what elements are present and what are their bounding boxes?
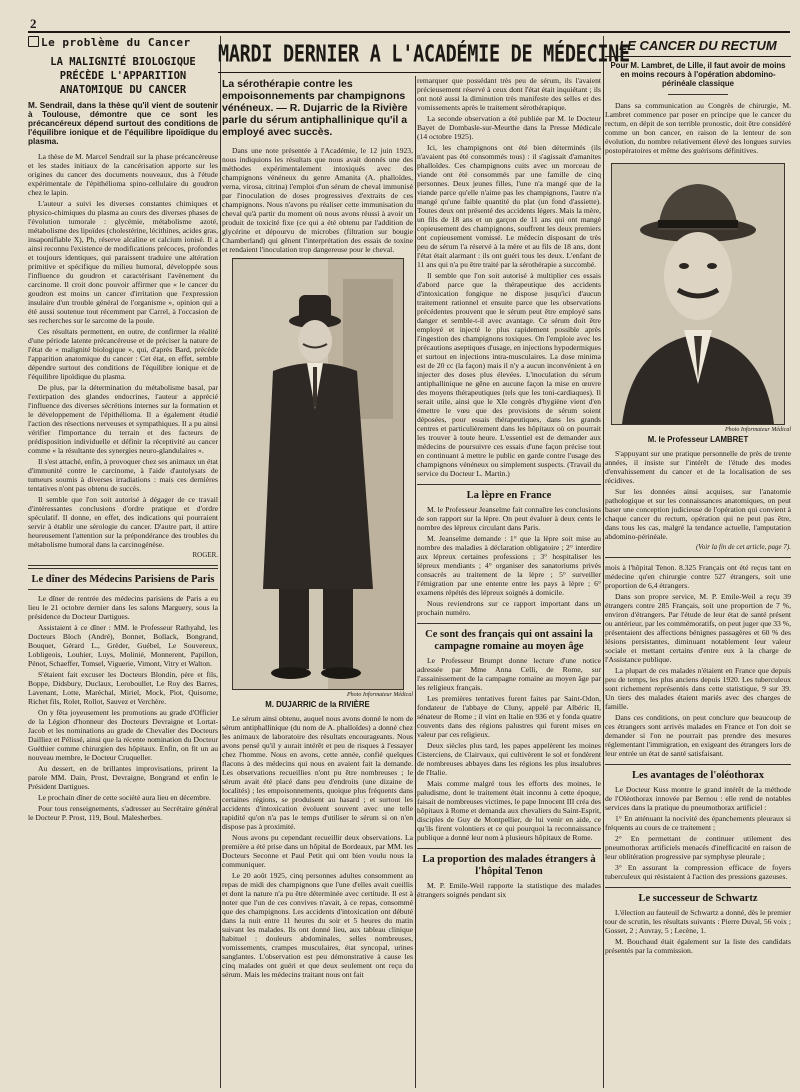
article-signature: ROGER. — [192, 551, 218, 559]
article-paragraph: Le dîner de rentrée des médecins parisiens de Paris a eu lieu le 21 octobre dernier dans les salons Marguery, sous la présidence du Docteur Dartigues. — [28, 594, 218, 621]
article-paragraph: S'étaient fait excuser les Docteurs Blondin, père et fils, Boppe, Didsbury, Duclaux, Leroboullet, Le Roy des Barres, Lavenant, Lotte, Maréchal, Miriel, Mock, Piot, Quisorne, Richet fils, Rolet, Rollot, Sauvez et Verchère. — [28, 670, 218, 706]
article-paragraph: Pour tous renseignements, s'adresser au Secrétaire général le Docteur P. Prost, 119, Boul. Malesherbes. — [28, 804, 218, 822]
section-divider — [605, 557, 791, 558]
article-paragraph: Il semble que l'on soit autorisé à dégager de ce travail d'intéressantes conclusions d'ordre pratique et d'ordre spéculatif. Il donne, en effet, des indications qui pourraient servir à établir une sérologie du cancer. D'autre part, il attire heureusement l'attention sur la prépondérance des troubles du métabolisme humoral dans la carcinogénèse. — [28, 495, 218, 549]
section-divider — [605, 764, 791, 765]
section-divider — [28, 589, 218, 590]
article-paragraph: L'auteur a suivi les diverses constantes chimiques et physico-chimiques du plasma au cours des diverses phases de l'évolution tumorale : glycémie, métabolisme azoté, métabolisme des lipoïdes (cholestérine, lécithines, acides gras, insaponifiable X), Ph, réserve alcaline et calcium ionisé. Il a ainsi reconnu l'existence de modifications précoces, profondes et toujours identiques, qui paraissent traduire une altération primitive et spécifique du milieu humoral, développée sous l'influence du goudron et caractérisant l'avènement du carcinome. Il croit donc pouvoir affirmer que « le cancer du goudron est moins un cancer d'irritation que l'expression insulaire d'un trouble général de l'organisme », opinion qui a été aussi soutenue tout récemment par Carrel, à l'occasion de ses recherches sur le sarcome de la poule. — [28, 199, 218, 325]
top-rule — [28, 31, 790, 33]
article-paragraph: Le Docteur Kuss montre le grand intérêt de la méthode de l'Oléothorax innovée par Bernou : elle rend de notables services dans la pratique du pneumothorax artificiel : — [605, 785, 791, 812]
section-divider — [417, 623, 601, 624]
article-lead: M. Sendrail, dans la thèse qu'il vient de soutenir à Toulouse, démontre que ce sont les précancéreux dépend surtout des conditions de l'équilibre ionique et de l'équilibre lipoïdique du plasma. — [28, 101, 218, 146]
column-rule-2 — [415, 76, 416, 1088]
dinner-headline: Le dîner des Médecins Parisiens de Paris — [31, 574, 215, 585]
article-paragraph: M. Bouchaud était également sur la liste des candidats présentés par la commission. — [605, 937, 791, 955]
photo-credit: Photo Informateur Médical — [347, 692, 413, 698]
article-paragraph: Nous reviendrons sur ce rapport important dans un prochain numéro. — [417, 599, 601, 617]
article-paragraph: S'appuyant sur une pratique personnelle de près de trente années, il insiste sur l'intérêt de l'étude des modes d'envahissement du cancer et de la localisation de ses récidives. — [605, 449, 791, 485]
rectum-deck: Pour M. Lambret, de Lille, il faut avoir de moins en moins recours à l'opération abdomino-périnéale classique — [610, 61, 786, 88]
article-paragraph: De plus, par la détermination du métabolisme basal, par l'extirpation des glandes endocrines, l'auteur a apprécié l'influence des diverses sécrétions internes sur la formation et le développement de l'épithélioma. Il a également étudié l'action des résections nerveuses et sympathiques. Il a pu ainsi vérifier l'importance du terrain et des facteurs de prédisposition individuelle et définir la réceptivité au cancer comme « la résultante des synergies neuro-glandulaires ». — [28, 383, 218, 455]
oleothorax-headline: Les avantages de l'oléothorax — [631, 770, 765, 781]
banner-headline: MARDI DERNIER A L'ACADÉMIE DE MÉDECINE — [218, 41, 630, 68]
article-paragraph: Nous avons pu cependant recueillir deux observations. La première a été prise dans un hôpital de Bordeaux, par MM. les Docteurs Seconne et Paul Petit qui ont bien voulu nous la communiquer. — [222, 833, 413, 869]
article-paragraph: Dans sa communication au Congrès de chirurgie, M. Lambret commence par poser en principe que le cancer du rectum, en dépit de son terrible pronostic, doit être considéré comme un bon cancer, en raison de la lenteur de son évolution, du nombre relativement élevé des longues survies postopératoires et même des guérisons définitives. — [605, 101, 791, 155]
column-rule-1 — [220, 36, 221, 1088]
article-paragraph: 2° En permettant de continuer utilement des pneumothorax artificiels menacés d'inefficacité en raison de leur oblitération progressive par symphyse pleurale ; — [605, 834, 791, 861]
article-paragraph: Dans son propre service, M. P. Emile-Weil a reçu 39 étrangers contre 285 Français, soit une proportion de 7 %, environ d'étrangers. Par l'étude de leur état de santé présent ou antérieur, par les commémoratifs, on peut juger que 33 %, présentaient des affections bénignes passagères et 60 % des lésions persistantes, diminuant notablement leur valeur sociale et mettant certains d'entre eux à la charge de l'Assistance publique. — [605, 592, 791, 664]
article-paragraph: Il s'est attaché, enfin, à provoquer chez ses animaux un état d'immunité contre le carcinome, à l'aide d'autolysats de tumeurs soumis à diverses irradiations : mais ces dernières tentatives n'ont pas obtenu de succès. — [28, 457, 218, 493]
article-paragraph: M. le Professeur Jeanselme fait connaître les conclusions de son rapport sur la lèpre. On peut évaluer à deux cents le nombre des lépreux circulant dans Paris. — [417, 505, 601, 532]
article-paragraph: Deux siècles plus tard, les papes appelèrent les moines Cisterciens, de Clairvaux, qui cultivèrent le sol et fondèrent de nombreuses abbayes dans les régions les plus insalubres de l'Italie. — [417, 741, 601, 777]
article-paragraph: Le Professeur Brumpt donne lecture d'une notice adressée par Mme Anna Celli, de Rome, sur l'assainissement de la campagne romaine au moyen âge par les religieux français. — [417, 656, 601, 692]
article-paragraph: Dans ces conditions, on peut conclure que beaucoup de ces étrangers sont arrivés malades en France et l'on doit se demander si l'on ne pourrait pas prendre des mesures réglementant l'immigration, en exigeant des étrangers lors de leur entrée un état de santé satisfaisant. — [605, 713, 791, 758]
article-paragraph: Sur les données ainsi acquises, sur l'anatomie pathologique et sur les connaissances anatomiques, on peut baser une conception judicieuse de l'opération qui convient à chaque cancer du rectum, opération qui ne peut pas être, dans tous les cas, malgré la tendance actuelle, l'amputation abdomino-périnéale. — [605, 487, 791, 541]
portrait-photo-dujarric — [232, 258, 404, 690]
article-paragraph: Les premières tentatives furent faites par Saint-Odon, fondateur de l'abbaye de Cluny, appelé par Albéric II, sénateur de Rome ; il vint en Italie en 936 et y fonda quatre couvents dans des régions palustres qui furent mises en valeur par ces religieux. — [417, 694, 601, 739]
article-paragraph: 3° En assurant la compression efficace de foyers tuberculeux qui résistaient à l'action des pressions gazeuses. — [605, 863, 791, 881]
article-paragraph: mois à l'hôpital Tenon. 8.325 Français ont été reçus tant en médecine qu'en chirurgie contre 527 étrangers, soit une proportion de 6,4 étrangers. — [605, 563, 791, 590]
continued-note: (Voir la fin de cet article, page 7). — [695, 543, 791, 551]
article-paragraph: remarquer que possédant très peu de sérum, ils l'avaient précieusement réservé à ceux dont l'état était inquiétant ; ils ont noté aussi la diminution très manifeste des selles et des vomissements après le traitement sérothérapique. — [417, 76, 601, 112]
article-paragraph: Mais comme malgré tous les efforts des moines, le paludisme, dont le traitement était inconnu à cette époque, faisait de nombreuses victimes, le pape Innocent III créa des hôpitaux à Rome et demanda aux chevaliers du Saint-Esprit, disciples de Guy de Montpellier, de lui venir en aide, ce qu'ils firent volontiers et ce qui pourquoi la reconnaissance publique a donné leur nom à plusieurs hôpitaux de Rome. — [417, 779, 601, 842]
leprosy-headline: La lèpre en France — [466, 490, 552, 501]
schwartz-headline: Le successeur de Schwartz — [638, 893, 758, 904]
column-academy-continued — [417, 76, 601, 1088]
article-paragraph: Assistaient à ce dîner : MM. le Professeur Rathyahd, les Docteurs Bloch (André), Bonnet, Bollack, Bongrand, Bouquet, Gérard L., Grèder, Guébel, Le Souvereux, Lobligeois, Louhier, Luys, Molinié, Monnerent, Papillon, Pénot, Schaeffer, Tomsel, Viguerie, Vimont, Vitry et Walton. — [28, 623, 218, 668]
article-paragraph: Ici, les champignons ont été bien déterminés (ils n'avaient pas été consommés tous) : il s'agissait d'amanites phalloïdes. Ces champignons cuits avec un morceau de viande ont été consommés par une famille de cinq personnes. Deux jeunes filles, l'une n'a mangé que de la viande parce qu'elle n'aime pas les champignons, l'autre n'a mangé qu'une faible quantité du plat (un fond d'assiette). Toutes deux ont présenté des accidents légers. Mais la mère, un fils de 18 ans et un garçon de 11 ans qui ont mangé copieusement des champignons, souffrent les deux premiers ont copieusement vomissé. Le médecin disposant de très peu de sérum l'a réservé à la mère et au fils de 18 ans, dont l'état était alarmant : ils ont guéri tous les deux. L'enfant de 11 ans qui n'a pu être traité par la sérothérapie a succombé. — [417, 143, 601, 269]
page-number: 2 — [30, 16, 37, 31]
photo-caption: M. DUJARRIC de la RIVIÈRE — [265, 700, 370, 709]
rectum-headline: LE CANCER DU RECTUM — [605, 38, 791, 57]
article-deck: La sérothérapie contre les empoisonnements par champignons vénéneux. — R. Dujarric de la Rivière parle du sérum antiphallinique qu'il a employé avec succès. — [222, 78, 408, 138]
lamp-icon — [28, 36, 39, 47]
banner-headline-box — [218, 38, 630, 73]
article-headline: LA MALIGNITÉ BIOLOGIQUE PRÉCÈDE L'APPARITION ANATOMIQUE DU CANCER — [50, 56, 196, 96]
section-kicker: Le problème du Cancer — [28, 36, 218, 49]
article-paragraph: La plupart de ces malades n'étaient en France que depuis peu de temps, les plus anciens depuis 1920. Les tuberculeux sont richement représentés dans cette statistique, 9 sur 39. Un tiers des malades étaient mariés avec des charges de famille. — [605, 666, 791, 711]
column-rule-3 — [603, 36, 604, 1088]
article-paragraph: M. Jeanselme demande : 1° que la lèpre soit mise au nombre des maladies à déclaration obligatoire ; 2° interdire aux lépreux certaines professions ; 3° hospitaliser les lépreux mendiants ; 4° organiser des sanatoriums privés consacrés au traitement de la lèpre ; 5° surveiller l'émigration par une entente entre les pays à lèpre ; 6° examens répétés des lépreux soignés à domicile. — [417, 534, 601, 597]
section-divider — [417, 848, 601, 849]
french-headline: Ce sont des français qui ont assaini la campagne romaine au moyen âge — [425, 629, 593, 652]
portrait-illustration — [612, 164, 784, 424]
article-paragraph: M. P. Emile-Weil rapporte la statistique des malades étrangers soignés pendant six — [417, 881, 601, 899]
column-cancer-problem — [28, 36, 218, 1088]
column-rectum-cancer — [605, 36, 791, 1088]
article-paragraph: Dans une note présentée à l'Académie, le 12 juin 1923, nous indiquions les résultats que nous avait donnés une des méthodes expérimentalement intoxiqués avec des champignons vénéneux du genre Amanita (A. phalloïdes, verna, virosa, citrina) l'emploi d'un sérum de cheval immunisé par l'inoculation de doses progressives d'extraits de ces champignons. Nous n'avons pu réaliser cette immunisation du cheval qu'à partir du moment où nous avons réussi à avoir un produit de toxicité fixe (ce qui a été obtenu par l'addition de glycérine et dépourvu de microbes (filtration sur bougie Chamberland) qui gênent l'interprétation des essais de toxine et rendaient l'inoculation trop dangereuse pour le cheval. — [222, 146, 413, 254]
article-paragraph: On y fêta joyeusement les promotions au grade d'Officier de la Légion d'honneur des Docteurs Devraigne et Lortat-Jacob et les nominations au grade de Chevalier des Docteurs Dailliez et Pélissé, ainsi que la récente nomination du Docteur Guéthier comme chirurgien des hôpitaux. Enfin, on fit un au nouveau membre, le Docteur Cruqueller. — [28, 708, 218, 762]
photo-credit: Photo Informateur Médical — [725, 427, 791, 433]
article-paragraph: Le 20 août 1925, cinq personnes adultes consomment au repas de midi des champignons que l'une d'elles avait cueillis et dont la nature n'a pu être déterminée avec certitude. Il est à noter que l'un de ces convives n'avait, à ce repas, consommé que des champignons. Les accidents d'intoxication ont débuté dans la nuit entre 11 heures du soir et 5 heures du matin suivant les malades. Ils ont donné lieu, aux tableau clinique habituel : douleurs abdominales, selles nombreuses, vomissements, crampes musculaires, état syncopal, urines sanglantes. L'observation est peu démonstrative à cause les cinq malades ont guéri et que deux seulement ont reçu du sérum. Mais les médecins traitant nous ont fait — [222, 871, 413, 979]
article-paragraph: Il semble que l'on soit autorisé à multiplier ces essais d'abord parce que la thérapeutique des accidents d'intoxication fongique ne dispose jusqu'ici d'aucun traitement rationnel et ensuite parce que les observations précédentes prouvent que le sérum peut être employé sans danger et semble-t-il avec avantage. Ce sérum doit être employé et injecté le plus rapidement possible après l'ingestion des champignons toxiques. On l'emploie avec les précautions aseptiques d'usage, en injections hypodermiques et surtout en injections intra-musculaires. La dose minima est de 20 cc (la façon) mais il n'y a aucun inconvénient à en injecter des doses plus élevées. L'inoculation du sérum antiphallinique ne gêne en aucune façon la mise en œuvre des moyens thérapeutiques (tels que les toni-cardiaques). Il serait utile, ainsi que le XIe congrès d'hygiène vient d'en émettre le vœu que des provisions de sérum soient déposées, pour essais thérapeutiques, dans les grands centres et particulièrement dans les hôpitaux où on pourrait les trouver à toute heure. L'essentiel est de demander aux médecins de poursuivre ces essais d'une façon précise tout en continuant à mettre le public en garde contre l'usage des champignons vénéneux ou simplement suspects. (Travail du service du Docteur L. Martin.) — [417, 271, 601, 478]
article-paragraph: La thèse de M. Marcel Sendrail sur la phase précancéreuse et les stades initiaux de la cancérisation apporte sur les origines du cancer des documents nouveaux, dus à l'étude expérimentale de l'épithélioma spino-cellulaire du goudron chez le lapin. — [28, 152, 218, 197]
article-paragraph: Au dessert, en de brillantes improvisations, prirent la parole MM. Dain, Prost, Devraigne, Bongrand et enfin le Président Dartigues. — [28, 764, 218, 791]
section-divider — [28, 565, 218, 569]
column-academy-serum — [222, 76, 413, 1088]
article-paragraph: Le prochain dîner de cette société aura lieu en décembre. — [38, 793, 211, 802]
article-paragraph: L'élection au fauteuil de Schwartz a donné, dès le premier tour de scrutin, les résultats suivants : Pierre Duval, 56 voix ; Gosset, 2 ; Auvray, 5 ; Lecène, 1. — [605, 908, 791, 935]
article-paragraph: La seconde observation a été publiée par M. le Docteur Bayet de Dombasle-sur-Meurthe dans la Presse Médicale (14 octobre 1925). — [417, 114, 601, 141]
article-paragraph: Le sérum ainsi obtenu, auquel nous avons donné le nom de sérum antiphallinique (du nom de A. phalloïdes) a donné chez les animaux de laboratoire des résultats encourageants. Nous avons pensé qu'il y aurait intérêt et peu de risques à l'essayer chez l'homme. Nous en avons, cette année, confié quelques flacons à des médecins qui nous en avaient fait la demande. Les observations recueillies n'ont pu être nombreuses ; le sérum avait été placé dans peu d'endroits (une dizaine de localités) ; les empoisonnements, quoique plus fréquents dans certaines régions, se produisent au hasard ; et surtout les accidents d'intoxication évoluent souvent avec une telle rapidité qu'on n'a pas le temps d'utiliser le sérum si on n'en dispose pas à proximité. — [222, 714, 413, 831]
portrait-illustration — [233, 259, 403, 689]
section-divider — [417, 484, 601, 485]
section-divider — [605, 887, 791, 888]
portrait-photo-lambret — [611, 163, 785, 425]
photo-caption: M. le Professeur LAMBRET — [647, 435, 749, 444]
article-paragraph: 1° En atténuant la nocivité des épanchements pleuraux si fréquents au cours de ce traitement ; — [605, 814, 791, 832]
short-divider — [668, 94, 728, 95]
article-paragraph: Ces résultats permettent, en outre, de confirmer la réalité d'une période latente précancéreuse et de préciser la nature de l'état de « malignité biologique », qui, d'après Bard, précède l'apparition anatomique du cancer : Cet état, en effet, semble dépendre surtout des conditions de l'équilibre ionique et de l'équilibre lipoïdique du plasma. — [28, 327, 218, 381]
tenon-headline: La proportion des malades étrangers à l'hôpital Tenon — [422, 854, 596, 877]
